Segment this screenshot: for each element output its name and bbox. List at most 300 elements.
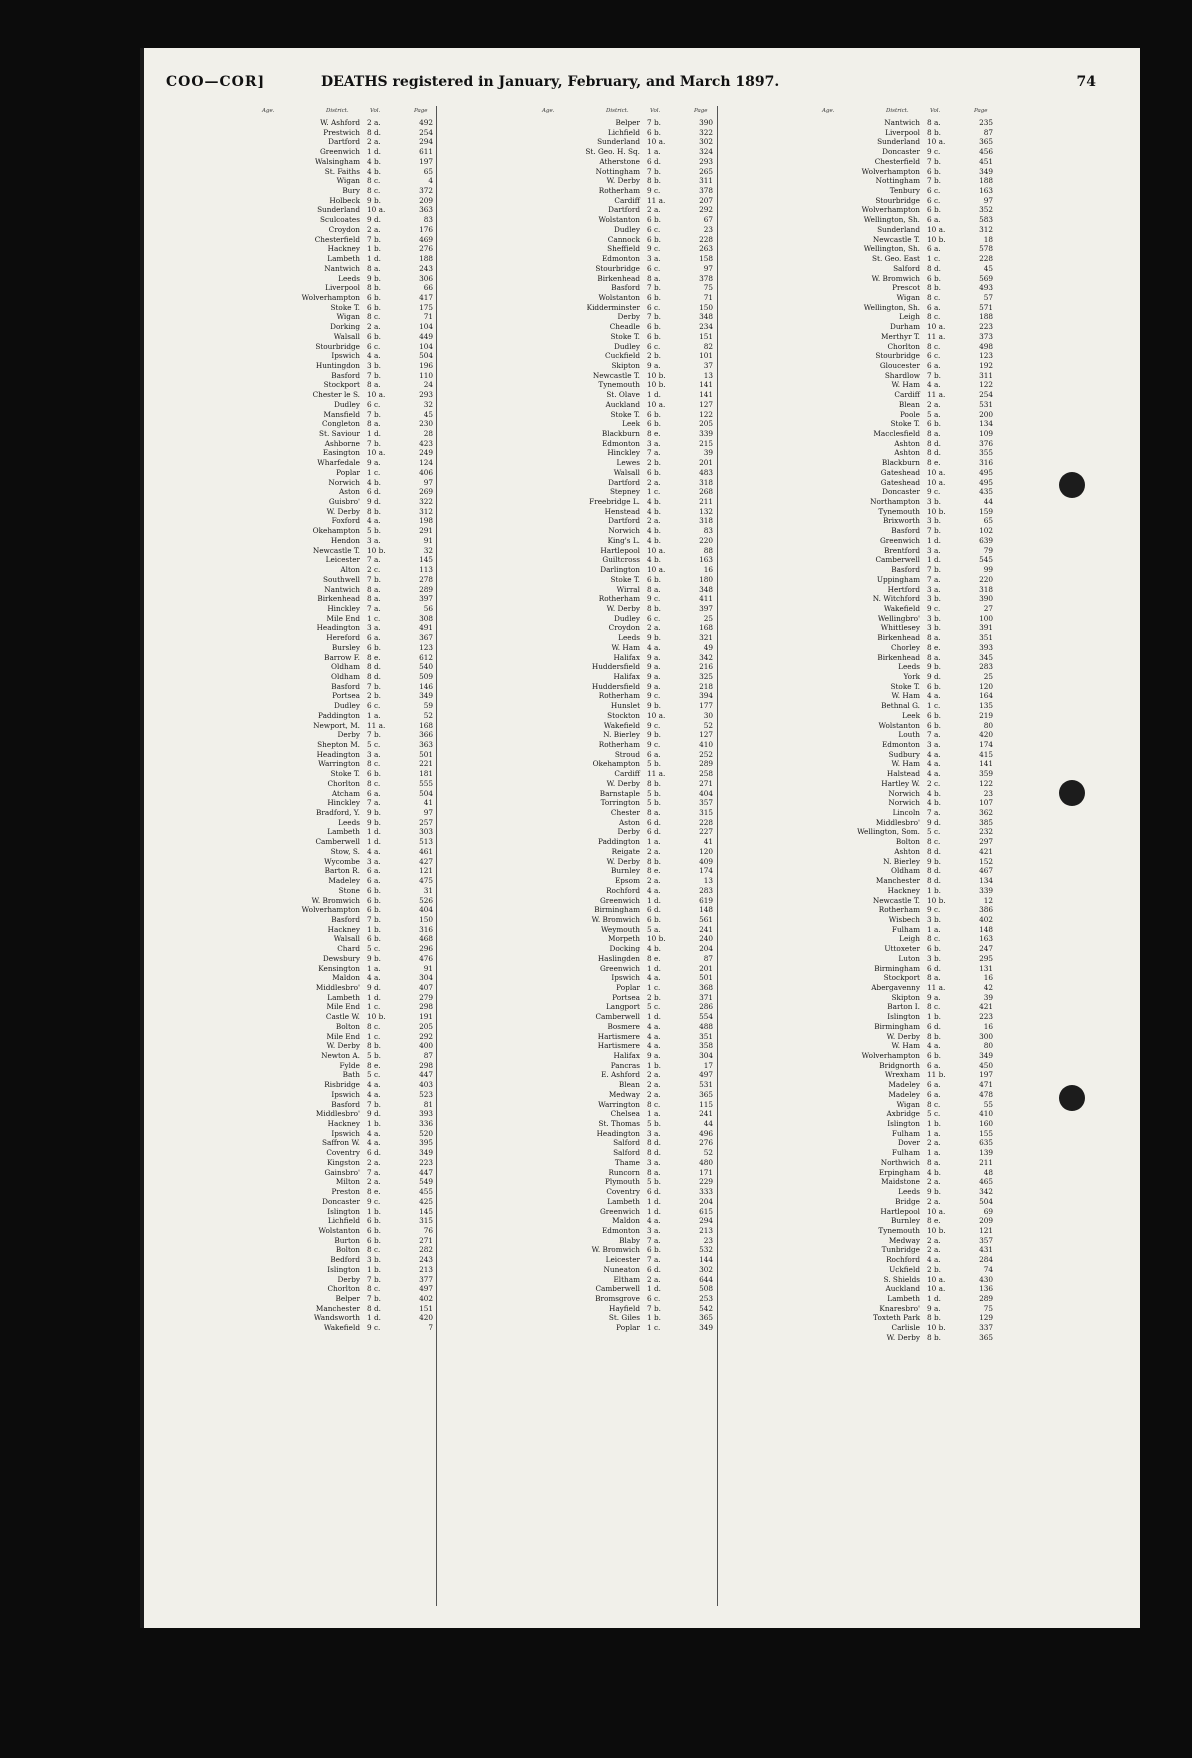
register-entry — [444, 157, 746, 167]
entry-district-cell — [164, 594, 360, 604]
entry-volume: 9 c. — [647, 720, 661, 730]
entry-volume: 2 b. — [367, 691, 381, 701]
register-column-3 — [724, 108, 1026, 1343]
register-entry — [444, 925, 746, 935]
entry-district-cell — [724, 293, 920, 303]
entry-page: 455 — [419, 1187, 433, 1197]
entry-district: Chester — [610, 808, 640, 818]
register-entry — [444, 789, 746, 799]
entry-district: Stourbridge — [875, 195, 920, 205]
entry-page: 102 — [979, 526, 993, 536]
entry-page: 269 — [419, 487, 433, 497]
register-entry — [724, 964, 1026, 974]
entry-page: 348 — [699, 312, 713, 322]
entry-page: 122 — [699, 409, 713, 419]
entry-page: 30 — [703, 710, 713, 720]
entry-district: Hendon — [330, 535, 360, 545]
entry-volume: 1 b. — [367, 924, 381, 934]
entry-district: Okehampton — [592, 759, 640, 769]
entry-page: 333 — [699, 1187, 713, 1197]
entry-page: 139 — [979, 1148, 993, 1158]
entry-district: Wigan — [896, 1099, 920, 1109]
entry-page: 293 — [419, 390, 433, 400]
entry-district: Fulham — [891, 1148, 920, 1158]
register-entry — [164, 614, 466, 624]
entry-district-cell — [444, 516, 640, 526]
entry-page: 144 — [699, 1255, 713, 1265]
entry-district-cell — [164, 1129, 360, 1139]
entry-district: W. Derby — [606, 778, 640, 788]
entry-page: 611 — [419, 147, 433, 157]
entry-district: Bedford — [330, 1255, 360, 1265]
register-entry — [444, 866, 746, 876]
register-entry — [444, 380, 746, 390]
entry-page: 121 — [419, 866, 433, 876]
entry-page: 430 — [979, 1274, 993, 1284]
entry-district-cell — [724, 157, 920, 167]
entry-district: Hackney — [327, 244, 360, 254]
register-entry — [724, 857, 1026, 867]
entry-district-cell — [444, 322, 640, 332]
entry-volume: 4 a. — [927, 1041, 941, 1051]
entry-district-cell — [164, 361, 360, 371]
register-entry — [724, 1080, 1026, 1090]
entry-district-cell — [444, 1197, 640, 1207]
register-entry — [724, 1061, 1026, 1071]
entry-district: Guisbro' — [328, 497, 360, 507]
entry-district: Bolton — [895, 837, 920, 847]
entry-district-cell — [164, 283, 360, 293]
entry-volume: 6 d. — [927, 963, 941, 973]
register-entry — [444, 128, 746, 138]
entry-volume: 8 a. — [927, 429, 941, 438]
entry-district: Alton — [340, 565, 360, 575]
entry-district: Oldham — [331, 671, 360, 681]
entry-district: Merthyr T. — [881, 331, 920, 341]
entry-volume: 5 c. — [367, 1070, 381, 1080]
register-entry — [444, 711, 746, 721]
entry-volume: 9 d. — [367, 215, 381, 225]
entry-page: 478 — [979, 1089, 993, 1099]
register-entry — [724, 1051, 1026, 1061]
entry-district-cell — [724, 118, 920, 128]
entry-page: 321 — [699, 633, 713, 643]
entry-district-cell — [164, 137, 360, 147]
entry-district-cell — [444, 779, 640, 789]
entry-volume: 4 a. — [367, 351, 381, 361]
entry-page: 357 — [699, 798, 713, 808]
entry-district: Greenwich — [319, 147, 360, 157]
entry-page: 56 — [423, 603, 433, 613]
entry-district: Basford — [331, 914, 360, 924]
entry-page: 201 — [699, 458, 713, 468]
entry-district-cell — [164, 973, 360, 983]
entry-page: 241 — [699, 924, 713, 934]
entry-volume: 10 b. — [927, 895, 946, 905]
entry-volume: 8 d. — [367, 662, 381, 672]
entry-district: Hertford — [887, 584, 920, 594]
entry-volume: 8 a. — [927, 652, 941, 662]
entry-district-cell — [724, 167, 920, 177]
entry-district: Dudley — [614, 224, 640, 234]
register-entry — [724, 167, 1026, 177]
entry-volume: 11 a. — [367, 720, 386, 730]
vol-header: Vol. — [930, 108, 941, 114]
entry-district: Newcastle T. — [312, 545, 360, 555]
register-entry — [444, 954, 746, 964]
entry-page: 234 — [699, 322, 713, 332]
entry-district: Hackney — [327, 1119, 360, 1129]
entry-district: Sculcoates — [320, 215, 360, 225]
entry-volume: 4 a. — [927, 769, 941, 779]
entry-district-cell — [164, 205, 360, 215]
entry-volume: 2 a. — [927, 399, 941, 409]
entry-volume: 7 b. — [367, 234, 381, 244]
entry-district-cell — [444, 682, 640, 692]
entry-volume: 6 c. — [367, 701, 381, 711]
entry-page: 228 — [699, 817, 713, 827]
entry-district: W. Ham — [891, 691, 920, 701]
entry-district-cell — [444, 653, 640, 663]
entry-district: Leigh — [899, 312, 920, 322]
entry-page: 302 — [699, 1264, 713, 1274]
column-divider — [717, 106, 718, 1606]
entry-district-cell — [444, 244, 640, 254]
entry-district: St. Faiths — [324, 166, 360, 176]
entry-district-cell — [164, 1090, 360, 1100]
entry-district: Tenbury — [889, 186, 920, 196]
register-entry — [164, 1304, 466, 1314]
entry-district-cell — [444, 915, 640, 925]
entry-volume: 6 c. — [367, 399, 381, 409]
register-entry — [444, 1032, 746, 1042]
entry-volume: 1 c. — [367, 613, 381, 623]
entry-district-cell — [724, 682, 920, 692]
register-entry — [164, 973, 466, 983]
entry-page: 104 — [419, 322, 433, 332]
register-entry — [444, 1070, 746, 1080]
register-entry — [724, 1158, 1026, 1168]
entry-district-cell — [164, 789, 360, 799]
register-entry — [724, 954, 1026, 964]
entry-district: W. Bromwich — [311, 895, 360, 905]
entry-page: 152 — [979, 856, 993, 866]
entry-page: 243 — [419, 1255, 433, 1265]
register-entry — [164, 759, 466, 769]
register-entry — [724, 235, 1026, 245]
entry-volume: 1 c. — [367, 1031, 381, 1041]
entry-district: Cardiff — [614, 195, 640, 205]
entry-district-cell — [164, 1109, 360, 1119]
entry-page: 298 — [419, 1060, 433, 1070]
register-entry — [444, 730, 746, 740]
entry-volume: 8 b. — [647, 176, 661, 186]
entry-district: Chard — [337, 944, 360, 954]
entry-page: 615 — [699, 1206, 713, 1216]
entry-district-cell — [444, 827, 640, 837]
entry-page: 198 — [419, 516, 433, 526]
entry-page: 337 — [979, 1323, 993, 1333]
entry-volume: 4 a. — [927, 691, 941, 701]
entry-district-cell — [724, 925, 920, 935]
entry-volume: 6 b. — [927, 205, 941, 215]
register-entry — [724, 419, 1026, 429]
entry-volume: 2 a. — [927, 1138, 941, 1148]
entry-district-cell — [164, 896, 360, 906]
entry-page: 209 — [979, 1216, 993, 1226]
entry-volume: 4 a. — [927, 759, 941, 769]
register-entry — [444, 1294, 746, 1304]
entry-page: 342 — [979, 1187, 993, 1197]
entry-district-cell — [444, 886, 640, 896]
entry-district: W. Bromwich — [591, 914, 640, 924]
entry-district-cell — [444, 837, 640, 847]
register-entry — [724, 653, 1026, 663]
entry-district-cell — [444, 1207, 640, 1217]
entry-district-cell — [444, 1051, 640, 1061]
entry-volume: 2 a. — [367, 118, 381, 127]
entry-district-cell — [164, 993, 360, 1003]
entry-page: 498 — [979, 341, 993, 351]
entry-district-cell — [724, 808, 920, 818]
register-entry — [444, 312, 746, 322]
entry-district: Derby — [337, 730, 360, 740]
register-entry — [724, 847, 1026, 857]
entry-district-cell — [444, 1245, 640, 1255]
entry-district: Wigan — [336, 312, 360, 322]
register-column-1 — [164, 108, 466, 1333]
entry-district-cell — [164, 429, 360, 439]
entry-district: Dudley — [614, 341, 640, 351]
entry-volume: 8 b. — [927, 1332, 941, 1342]
entry-volume: 3 b. — [927, 613, 941, 623]
entry-district-cell — [164, 808, 360, 818]
entry-volume: 6 b. — [647, 419, 661, 429]
entry-volume: 7 b. — [647, 118, 661, 127]
entry-volume: 8 a. — [367, 584, 381, 594]
entry-volume: 7 b. — [367, 1274, 381, 1284]
entry-volume: 9 c. — [927, 147, 941, 157]
entry-district-cell — [444, 1226, 640, 1236]
entry-page: 74 — [983, 1264, 993, 1274]
register-entry — [164, 1119, 466, 1129]
entry-page: 181 — [419, 769, 433, 779]
entry-page: 71 — [703, 292, 713, 302]
entry-page: 110 — [419, 370, 433, 380]
entry-volume: 3 b. — [927, 914, 941, 924]
entry-district: Morpeth — [608, 934, 640, 944]
entry-district: Holbeck — [329, 195, 360, 205]
entry-page: 174 — [979, 740, 993, 749]
entry-district: Derby — [337, 1274, 360, 1284]
entry-district-cell — [164, 332, 360, 342]
entry-page: 163 — [979, 186, 993, 196]
entry-page: 83 — [423, 215, 433, 225]
entry-district-cell — [164, 371, 360, 381]
entry-district: Greenwich — [599, 963, 640, 973]
entry-district: Stepney — [609, 487, 640, 497]
entry-district-cell — [164, 244, 360, 254]
entry-page: 289 — [419, 584, 433, 594]
entry-volume: 6 a. — [367, 876, 381, 886]
entry-district: N. Bierley — [883, 856, 920, 866]
register-entry — [164, 866, 466, 876]
entry-page: 644 — [699, 1274, 713, 1284]
entry-page: 148 — [979, 924, 993, 934]
register-entry — [724, 526, 1026, 536]
entry-district: Norwich — [888, 788, 920, 798]
entry-district: Stroud — [614, 749, 640, 759]
entry-district-cell — [444, 1255, 640, 1265]
register-entry — [444, 400, 746, 410]
entry-district-cell — [724, 1032, 920, 1042]
register-entry — [724, 312, 1026, 322]
entry-page: 168 — [419, 720, 433, 730]
entry-district: Bradford, Y. — [316, 808, 360, 818]
entry-volume: 10 b. — [647, 370, 666, 380]
entry-volume: 6 b. — [647, 215, 661, 225]
entry-district-cell — [444, 1129, 640, 1139]
register-entry — [444, 623, 746, 633]
entry-district-cell — [444, 847, 640, 857]
entry-page: 69 — [983, 1206, 993, 1216]
entry-district: Norwich — [328, 477, 360, 487]
register-entry — [444, 614, 746, 624]
entry-volume: 9 c. — [647, 691, 661, 701]
entry-district: Huddersfield — [591, 662, 640, 672]
register-entry — [724, 1090, 1026, 1100]
entry-district: N. Bierley — [603, 730, 640, 740]
entry-district-cell — [164, 1284, 360, 1294]
entry-district-cell — [164, 303, 360, 313]
entry-volume: 4 a. — [367, 516, 381, 526]
entry-district: Epsom — [614, 876, 640, 886]
register-entry — [164, 390, 466, 400]
entry-page: 171 — [699, 1167, 713, 1177]
entry-volume: 6 b. — [647, 574, 661, 584]
entry-district: Langport — [605, 1002, 640, 1012]
entry-district: Greenwich — [599, 1206, 640, 1216]
entry-district-cell — [164, 157, 360, 167]
entry-district: W. Derby — [326, 1041, 360, 1051]
entry-district-cell — [444, 662, 640, 672]
entry-volume: 5 c. — [367, 740, 381, 749]
entry-district-cell — [724, 740, 920, 750]
entry-district-cell — [444, 1177, 640, 1187]
register-entry — [724, 1022, 1026, 1032]
entry-district: W. Ham — [891, 759, 920, 769]
register-entry — [164, 497, 466, 507]
register-entry — [724, 876, 1026, 886]
entry-page: 531 — [979, 399, 993, 409]
entry-district: Halifax — [613, 1051, 640, 1060]
entry-page: 571 — [979, 302, 993, 312]
entry-page: 492 — [419, 118, 433, 127]
entry-district: Wellington, Sh. — [863, 302, 920, 312]
entry-volume: 8 a. — [927, 1157, 941, 1167]
entry-page: 163 — [979, 934, 993, 944]
entry-district: Rotherham — [598, 740, 640, 749]
entry-district-cell — [444, 1022, 640, 1032]
entry-district-cell — [724, 419, 920, 429]
entry-volume: 1 d. — [367, 992, 381, 1002]
entry-volume: 11 a. — [647, 195, 666, 205]
entry-volume: 2 a. — [927, 1245, 941, 1255]
register-entry — [444, 1129, 746, 1139]
register-entry — [724, 264, 1026, 274]
entry-page: 569 — [979, 273, 993, 283]
entry-district-cell — [164, 1168, 360, 1178]
entry-district: Lambeth — [327, 254, 360, 264]
punch-hole — [1059, 780, 1085, 806]
register-entry — [444, 478, 746, 488]
entry-district: Nantwich — [324, 263, 360, 273]
district-header: District. — [606, 108, 629, 114]
entry-district-cell — [444, 225, 640, 235]
entry-district: Poplar — [336, 467, 360, 477]
entry-page: 509 — [419, 671, 433, 681]
entry-page: 349 — [699, 1323, 713, 1333]
entry-volume: 6 a. — [647, 749, 661, 759]
register-entry — [444, 235, 746, 245]
entry-volume: 2 a. — [647, 623, 661, 633]
entry-district: Rotherham — [598, 594, 640, 604]
entry-district-cell — [444, 167, 640, 177]
entry-volume: 10 a. — [367, 448, 386, 458]
entry-volume: 8 d. — [367, 127, 381, 137]
entry-page: 45 — [983, 263, 993, 273]
entry-district: Dartford — [328, 137, 360, 147]
entry-district: Fulham — [891, 924, 920, 934]
entry-district: Greenwich — [879, 535, 920, 545]
entry-volume: 9 a. — [927, 1303, 941, 1313]
entry-volume: 1 b. — [367, 1206, 381, 1216]
register-entry — [444, 1148, 746, 1158]
entry-district: Chorlton — [327, 778, 360, 788]
entry-district: Birkenhead — [877, 633, 920, 643]
entry-page: 52 — [423, 710, 433, 720]
entry-page: 475 — [419, 876, 433, 886]
entry-district: Edmonton — [881, 740, 920, 749]
entry-page: 363 — [419, 205, 433, 215]
register-entry — [164, 1294, 466, 1304]
entry-volume: 6 d. — [367, 1148, 381, 1158]
register-entry — [164, 691, 466, 701]
entry-volume: 2 a. — [367, 224, 381, 234]
entry-district-cell — [724, 274, 920, 284]
entry-district-cell — [164, 827, 360, 837]
entry-district-cell — [724, 847, 920, 857]
entry-district: Shardlow — [884, 370, 920, 380]
entry-volume: 8 c. — [927, 1002, 941, 1012]
entry-district: Chesterfield — [314, 234, 360, 244]
entry-district: Tunbridge — [881, 1245, 920, 1255]
register-entry — [724, 157, 1026, 167]
entry-district-cell — [164, 1138, 360, 1148]
entry-page: 146 — [419, 681, 433, 691]
entry-district: Islington — [327, 1264, 360, 1274]
entry-district-cell — [444, 1168, 640, 1178]
register-entry — [164, 944, 466, 954]
entry-district-cell — [724, 1304, 920, 1314]
entry-volume: 1 a. — [647, 837, 661, 847]
entry-page: 39 — [983, 992, 993, 1002]
entry-volume: 6 a. — [927, 302, 941, 312]
entry-page: 523 — [419, 1089, 433, 1099]
entry-volume: 9 b. — [647, 701, 661, 711]
register-entry — [164, 1177, 466, 1187]
entry-district: Shepton M. — [317, 740, 360, 749]
